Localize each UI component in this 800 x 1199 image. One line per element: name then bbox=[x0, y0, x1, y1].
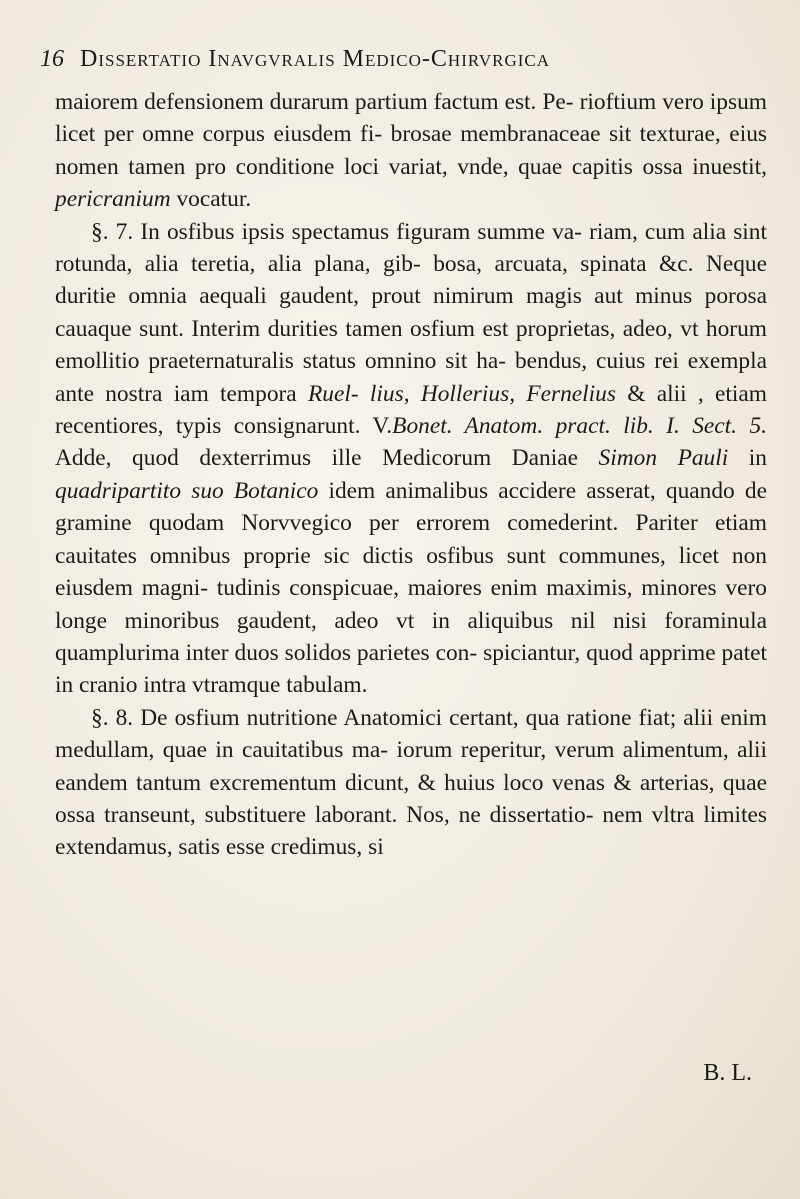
text-span: idem animalibus accidere asserat, quando de gramine quodam Norvvegico per errorem comederint. Pariter etiam cauitates omnibus proprie sic dictis osfibus sunt communes, licet non eiusdem magni- tudinis conspicuae, maiores enim maximis, minores vero longe minoribus gaudent, adeo vt in aliquibus nil nisi foraminula quamplurima inter duos solidos parietes con- spiciantur, quod apprime patet in cranio intra vtramque tabulam. bbox=[55, 477, 767, 699]
text-span: maiorem defensionem durarum partium factum est. Pe- rioftium vero ipsum licet per omne corpus eiusdem fi- brosae membranaceae sit texturae, eius nomen tamen pro conditione loci variat, vnde, quae capitis ossa inuestit, bbox=[55, 89, 767, 180]
body-text bbox=[55, 86, 767, 864]
text-span: in bbox=[728, 445, 767, 472]
running-title: Dissertatio Inavgvralis Medico-Chirvrgica bbox=[80, 46, 551, 72]
paragraph-3 bbox=[55, 702, 767, 864]
text-span: vocatur. bbox=[170, 186, 252, 213]
paragraph-1 bbox=[55, 86, 767, 216]
italic-term: pericranium bbox=[55, 186, 171, 213]
text-span: §. 7. In osfibus ipsis spectamus figuram summe va- riam, cum alia sint rotunda, alia teretia, alia plana, gib- bosa, arcuata, spinata &c. Neque duritie omnia aequali gaudent, prout nimirum magis aut minus porosa cauaque sunt. Interim durities tamen osfium est proprietas, adeo, vt horum emollitio praeternaturalis status omnino sit ha- bendus, cuius rei exempla ante nostra iam tempora bbox=[55, 218, 767, 407]
text-span: Adde, quod dexterrimus ille Medicorum Daniae bbox=[55, 445, 599, 472]
italic-authors: Ruel- lius, Hollerius, Fernelius bbox=[307, 380, 616, 407]
page-header bbox=[40, 46, 760, 78]
text-span: & alii , etiam recentiores, typis consignarunt. V. bbox=[55, 380, 767, 440]
italic-name: Simon Pauli bbox=[598, 445, 729, 472]
catchword: B. L. bbox=[703, 1060, 752, 1086]
page-number: 16 bbox=[40, 46, 64, 72]
italic-work-title: quadripartito suo Botanico bbox=[55, 477, 319, 504]
italic-citation: Bonet. Anatom. pract. lib. I. Sect. 5. bbox=[392, 413, 767, 440]
paragraph-2 bbox=[55, 216, 767, 702]
text-span: §. 8. De osfium nutritione Anatomici certant, qua ratione fiat; alii enim medullam, quae in cauitatibus ma- iorum reperitur, verum alimentum, alii eandem tantum excrementum dicunt, & huius loco venas & arterias, quae ossa transeunt, substituere laborant. Nos, ne dissertatio- nem vltra limites extendamus, satis esse credimus, si bbox=[55, 704, 767, 861]
